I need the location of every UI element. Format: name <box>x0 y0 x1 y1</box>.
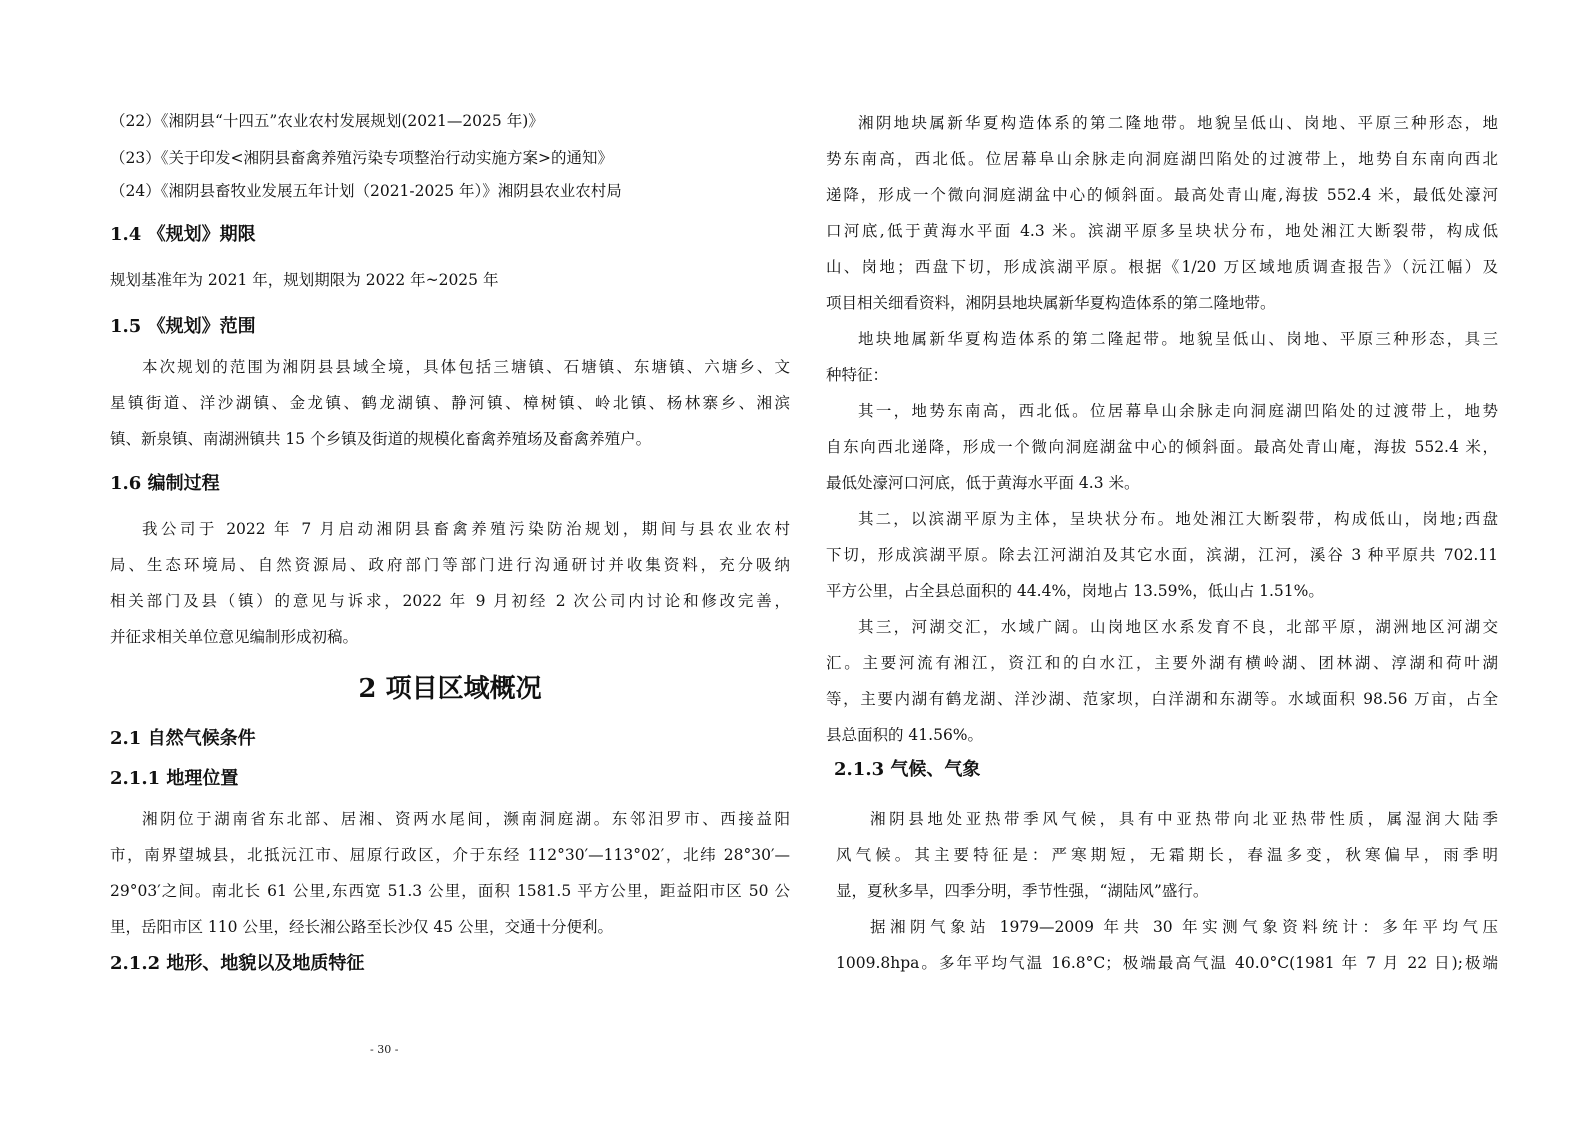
heading-2-1-1: 2.1.1 地理位置 <box>110 768 239 789</box>
paragraph-line: 地块地属新华夏构造体系的第二隆起带。地貌呈低山、岗地、平原三种形态，具三 <box>858 330 1498 348</box>
paragraph-line: 最低处濠河口河底，低于黄海水平面 4.3 米。 <box>826 474 1140 492</box>
paragraph-line: 山、岗地；西盘下切，形成滨湖平原。根据《1/20 万区域地质调查报告》（沅江幅）及 <box>826 258 1498 276</box>
paragraph-line: 风气候。其主要特征是：严寒期短，无霜期长，春温多变，秋寒偏早，雨季明 <box>836 846 1498 864</box>
heading-1-6: 1.6 编制过程 <box>110 473 220 494</box>
paragraph-line: 相关部门及县（镇）的意见与诉求，2022 年 9 月初经 2 次公司内讨论和修改完善， <box>110 592 790 610</box>
paragraph-line: 本次规划的范围为湘阴县县域全境，具体包括三塘镇、石塘镇、东塘镇、六塘乡、文 <box>142 358 790 376</box>
paragraph-line: 并征求相关单位意见编制形成初稿。 <box>110 628 359 646</box>
paragraph-line: 湘阴位于湖南省东北部、居湘、资两水尾间，濒南洞庭湖。东邻汨罗市、西接益阳 <box>142 810 790 828</box>
paragraph-line: 下切，形成滨湖平原。除去江河湖泊及其它水面，滨湖，江河，溪谷 3 种平原共 702.11 <box>826 546 1498 564</box>
paragraph-line: 据湘阴气象站 1979—2009 年共 30 年实测气象资料统计：多年平均气压 <box>870 918 1498 936</box>
paragraph-line: 势东南高，西北低。位居幕阜山余脉走向洞庭湖凹陷处的过渡带上，地势自东南向西北 <box>826 150 1498 168</box>
page-number: - 30 - <box>370 1043 399 1056</box>
paragraph-line: 我公司于 2022 年 7 月启动湘阴县畜禽养殖污染防治规划，期间与县农业农村 <box>142 520 790 538</box>
heading-2-1: 2.1 自然气候条件 <box>110 728 256 749</box>
paragraph-line: 等，主要内湖有鹤龙湖、洋沙湖、范家坝，白洋湖和东湖等。水域面积 98.56 万亩，占全 <box>826 690 1498 708</box>
paragraph-line: 29°03′之间。南北长 61 公里,东西宽 51.3 公里，面积 1581.5 平方公里，距益阳市区 50 公 <box>110 882 790 900</box>
paragraph-line: 其二，以滨湖平原为主体，呈块状分布。地处湘江大断裂带，构成低山，岗地;西盘 <box>858 510 1498 528</box>
paragraph-line: 其一，地势东南高，西北低。位居幕阜山余脉走向洞庭湖凹陷处的过渡带上，地势 <box>858 402 1498 420</box>
paragraph-line: 平方公里，占全县总面积的 44.4%，岗地占 13.59%，低山占 1.51%。 <box>826 582 1324 600</box>
heading-2-1-2: 2.1.2 地形、地貌以及地质特征 <box>110 953 365 974</box>
paragraph-line: 种特征： <box>826 366 889 384</box>
reference-22: （22）《湘阴县“十四五”农业农村发展规划(2021—2025 年)》 <box>110 112 544 130</box>
paragraph-line: 自东向西北递降，形成一个微向洞庭湖盆中心的倾斜面。最高处青山庵，海拔 552.4 米， <box>826 438 1498 456</box>
heading-1-4: 1.4 《规划》期限 <box>110 224 256 245</box>
paragraph-line: 汇。主要河流有湘江，资江和的白水江，主要外湖有横岭湖、团林湖、淳湖和荷叶湖 <box>826 654 1498 672</box>
paragraph-line: 县总面积的 41.56%。 <box>826 726 984 744</box>
paragraph-line: 递降，形成一个微向洞庭湖盆中心的倾斜面。最高处青山庵,海拔 552.4 米，最低处濠河 <box>826 186 1498 204</box>
paragraph-line: 里，岳阳市区 110 公里，经长湘公路至长沙仅 45 公里，交通十分便利。 <box>110 918 614 936</box>
paragraph-line: 其三，河湖交汇，水域广阔。山岗地区水系发育不良，北部平原，湖洲地区河湖交 <box>858 618 1498 636</box>
heading-2-1-3: 2.1.3 气候、气象 <box>834 759 981 780</box>
paragraph-line: 显，夏秋多旱，四季分明，季节性强，“湖陆风”盛行。 <box>836 882 1209 900</box>
paragraph-line: 星镇街道、洋沙湖镇、金龙镇、鹤龙湖镇、静河镇、樟树镇、岭北镇、杨林寨乡、湘滨 <box>110 394 790 412</box>
chapter-title: 2 项目区域概况 <box>358 674 542 704</box>
paragraph-line: 镇、新泉镇、南湖洲镇共 15 个乡镇及街道的规模化畜禽养殖场及畜禽养殖户。 <box>110 430 652 448</box>
paragraph-line: 市，南界望城县，北抵沅江市、屈原行政区，介于东经 112°30′—113°02′，北纬 28°30′— <box>110 846 790 864</box>
heading-1-5: 1.5 《规划》范围 <box>110 316 256 337</box>
paragraph-line: 口河底,低于黄海水平面 4.3 米。滨湖平原多呈块状分布，地处湘江大断裂带，构成低 <box>826 222 1498 240</box>
reference-24: （24）《湘阴县畜牧业发展五年计划（2021-2025 年）》湘阴县农业农村局 <box>110 182 622 200</box>
paragraph-line: 规划基准年为 2021 年，规划期限为 2022 年~2025 年 <box>110 271 499 289</box>
paragraph-line: 项目相关细看资料，湘阴县地块属新华夏构造体系的第二隆地带。 <box>826 294 1276 312</box>
paragraph-line: 湘阴地块属新华夏构造体系的第二隆地带。地貌呈低山、岗地、平原三种形态，地 <box>858 114 1498 132</box>
paragraph-line: 1009.8hpa。多年平均气温 16.8°C；极端最高气温 40.0°C(1981 年 7 月 22 日);极端 <box>836 954 1498 972</box>
paragraph-line: 湘阴县地处亚热带季风气候，具有中亚热带向北亚热带性质，属湿润大陆季 <box>870 810 1498 828</box>
paragraph-line: 局、生态环境局、自然资源局、政府部门等部门进行沟通研讨并收集资料，充分吸纳 <box>110 556 790 574</box>
reference-23: （23）《关于印发<湘阴县畜禽养殖污染专项整治行动实施方案>的通知》 <box>110 149 613 167</box>
